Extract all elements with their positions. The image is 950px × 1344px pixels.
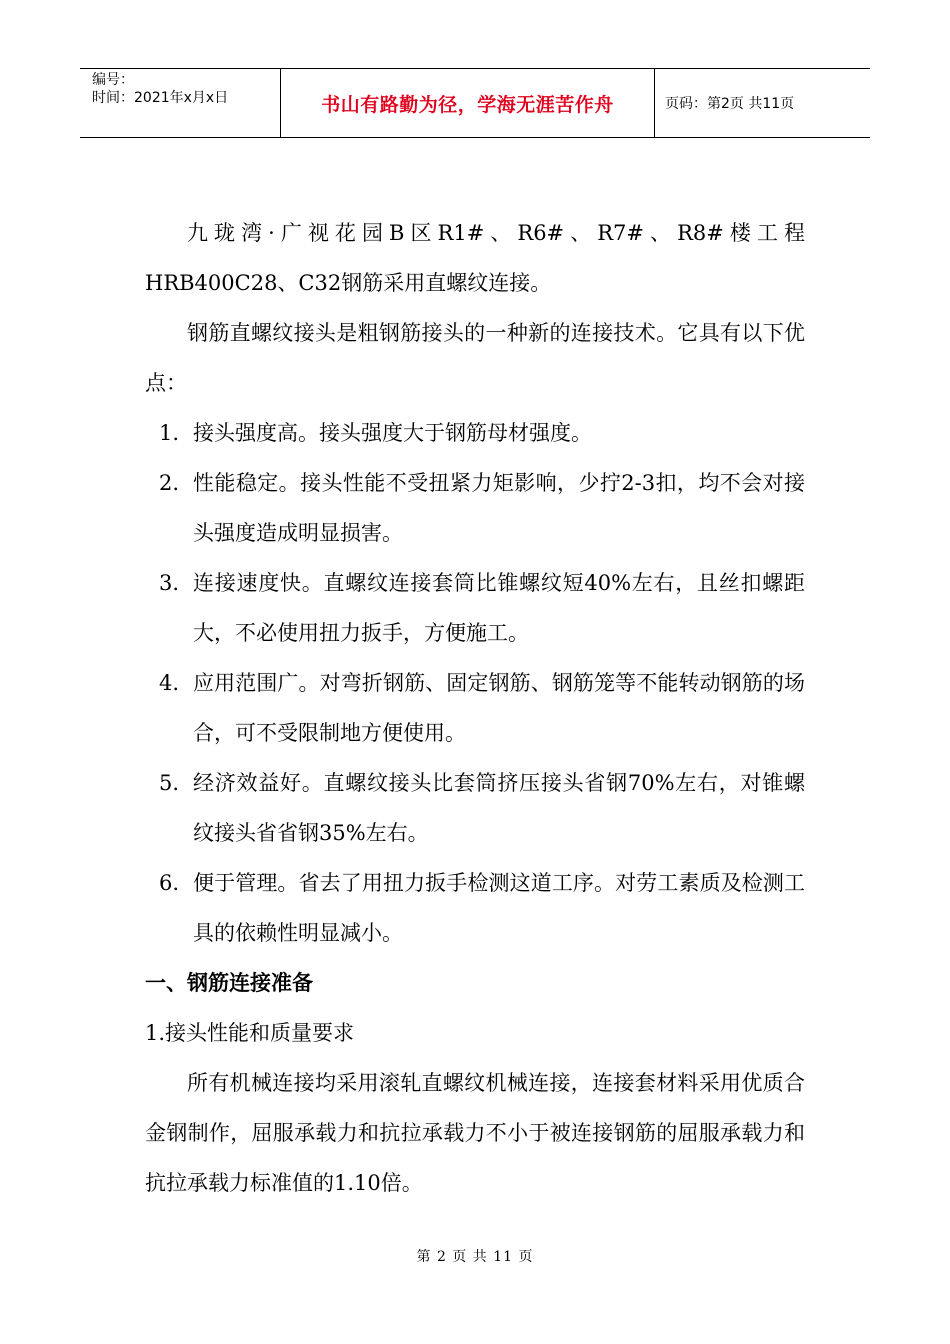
list-item-text: 便于管理。省去了用扭力扳手检测这道工序。对劳工素质及检测工具的依赖性明显减小。 (193, 871, 805, 945)
list-item (145, 658, 805, 758)
header-motto: 书山有路勤为径，学海无涯苦作舟 (281, 69, 655, 137)
list-item-text: 应用范围广。对弯折钢筋、固定钢筋、钢筋笼等不能转动钢筋的场合，可不受限制地方便使用。 (193, 671, 805, 745)
page-header (80, 68, 870, 138)
header-meta (80, 69, 281, 137)
intro-paragraph-2: 钢筋直螺纹接头是粗钢筋接头的一种新的连接技术。它具有以下优点： (145, 321, 805, 395)
list-item (145, 758, 805, 858)
list-item (145, 408, 805, 458)
advantages-list (145, 408, 805, 958)
page-footer: 第 2 页 共 11 页 (416, 1249, 534, 1265)
list-item (145, 558, 805, 658)
list-item (145, 458, 805, 558)
section-subheading: 1.接头性能和质量要求 (145, 1021, 355, 1045)
intro-paragraph-1: 九珑湾·广视花园B区R1#、R6#、R7#、R8#楼工程HRB400C28、C32钢筋采用直螺纹连接。 (145, 221, 805, 295)
list-item-text: 连接速度快。直螺纹连接套筒比锥螺纹短40%左右，且丝扣螺距大，不必使用扭力扳手，方便施工。 (193, 571, 805, 645)
document-body (145, 208, 805, 1208)
document-number-label: 编号： (92, 72, 134, 88)
list-item-text: 性能稳定。接头性能不受扭紧力矩影响，少拧2-3扣，均不会对接头强度造成明显损害。 (193, 471, 805, 545)
list-item-text: 经济效益好。直螺纹接头比套筒挤压接头省钢70%左右，对锥螺纹接头省省钢35%左右。 (193, 771, 805, 845)
section-paragraph: 所有机械连接均采用滚轧直螺纹机械连接，连接套材料采用优质合金钢制作，屈服承载力和抗拉承载力不小于被连接钢筋的屈服承载力和抗拉承载力标准值的1.10倍。 (145, 1071, 805, 1195)
list-item-number: 5. (159, 771, 180, 795)
list-item-number: 3. (159, 571, 180, 595)
list-item-text: 接头强度高。接头强度大于钢筋母材强度。 (193, 421, 592, 445)
list-item-number: 6. (159, 871, 180, 895)
list-item (145, 858, 805, 958)
header-page-info: 页码：第2页 共11页 (665, 96, 795, 112)
list-item-number: 2. (159, 471, 180, 495)
section-heading: 一、钢筋连接准备 (145, 971, 313, 995)
list-item-number: 4. (159, 671, 180, 695)
list-item-number: 1. (159, 421, 180, 445)
document-time-label: 时间：2021年x月x日 (92, 90, 229, 106)
